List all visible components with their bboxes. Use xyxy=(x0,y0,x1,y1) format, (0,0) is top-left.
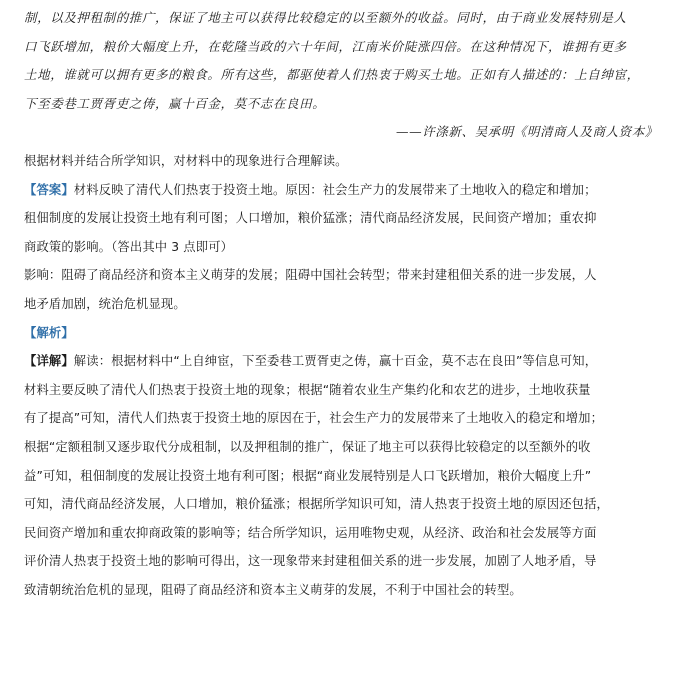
question-text: 根据材料并结合所学知识，对材料中的现象进行合理解读。 xyxy=(24,153,348,168)
detail-line-5: 益”可知，租佃制度的发展让投资土地有利可图；根据“商业发展特别是人口飞跃增加，粮价大幅度上升” xyxy=(24,468,592,483)
detail-line-4: 根据“定额租制又逐步取代分成租制，以及押租制的推广，保证了地主可以获得比较稳定的以至额外的收 xyxy=(24,439,591,454)
material-source: ——许涤新、吴承明《明清商人及商人资本》 xyxy=(395,124,658,140)
answer-line-1 xyxy=(24,176,664,205)
answer-line-2: 租佃制度的发展让投资土地有利可图；人口增加，粮价猛涨；清代商品经济发展，民间资产增加；重农抑 xyxy=(24,211,597,226)
material-line-2: 口飞跃增加，粮价大幅度上升，在乾隆当政的六十年间，江南米价陡涨四倍。在这种情况下，谁拥有更多 xyxy=(24,38,627,54)
detail-tag: 【详解】 xyxy=(24,354,74,369)
detail-line-3: 有了提高”可知，清代人们热衷于投资土地的原因在于，社会生产力的发展带来了土地收入的稳定和增加； xyxy=(24,411,604,426)
answer-line-1-text: 材料反映了清代人们热衷于投资土地。原因：社会生产力的发展带来了土地收入的稳定和增加； xyxy=(73,182,597,197)
detail-line-8: 评价清人热衷于投资土地的影响可得出，这一现象带来封建租佃关系的进一步发展，加剧了人地矛盾，导 xyxy=(24,554,597,569)
analysis-tag: 【解析】 xyxy=(24,325,74,340)
detail-line-2: 材料主要反映了清代人们热衷于投资土地的现象；根据“随着农业生产集约化和农艺的进步，土地收获量 xyxy=(24,382,591,397)
material-line-4: 下至委巷工贾胥吏之俦，赢十百金，莫不志在良田。 xyxy=(24,95,326,111)
material-line-1: 制，以及押租制的推广，保证了地主可以获得比较稳定的以至额外的收益。同时，由于商业发展特别是人 xyxy=(24,10,627,25)
answer-line-3: 商政策的影响。（答出其中 3 点即可） xyxy=(24,239,234,254)
analysis-heading xyxy=(24,319,664,348)
detail-line-1 xyxy=(24,347,664,376)
detail-line-7: 民间资产增加和重农抑商政策的影响等；结合所学知识，运用唯物史观，从经济、政治和社会发展等方面 xyxy=(24,525,597,540)
answer-line-4: 影响：阻碍了商品经济和资本主义萌芽的发展；阻碍中国社会转型；带来封建租佃关系的进一步发展，人 xyxy=(24,268,597,283)
answer-tag: 【答案】 xyxy=(24,182,74,197)
detail-line-9: 致清朝统治危机的显现，阻碍了商品经济和资本主义萌芽的发展，不利于中国社会的转型。 xyxy=(24,582,522,597)
material-line-3: 土地，谁就可以拥有更多的粮食。所有这些，都驱使着人们热衷于购买土地。正如有人描述的：上自绅宦， xyxy=(24,67,640,83)
answer-line-5: 地矛盾加剧，统治危机显现。 xyxy=(24,296,186,311)
detail-line-1-text: 解读：根据材料中“上自绅宦，下至委巷工贾胥吏之俦，赢十百金，莫不志在良田”等信息可知， xyxy=(73,354,598,369)
detail-line-6: 可知，清代商品经济发展，人口增加，粮价猛涨；根据所学知识可知，清人热衷于投资土地的原因还包括， xyxy=(24,497,610,512)
